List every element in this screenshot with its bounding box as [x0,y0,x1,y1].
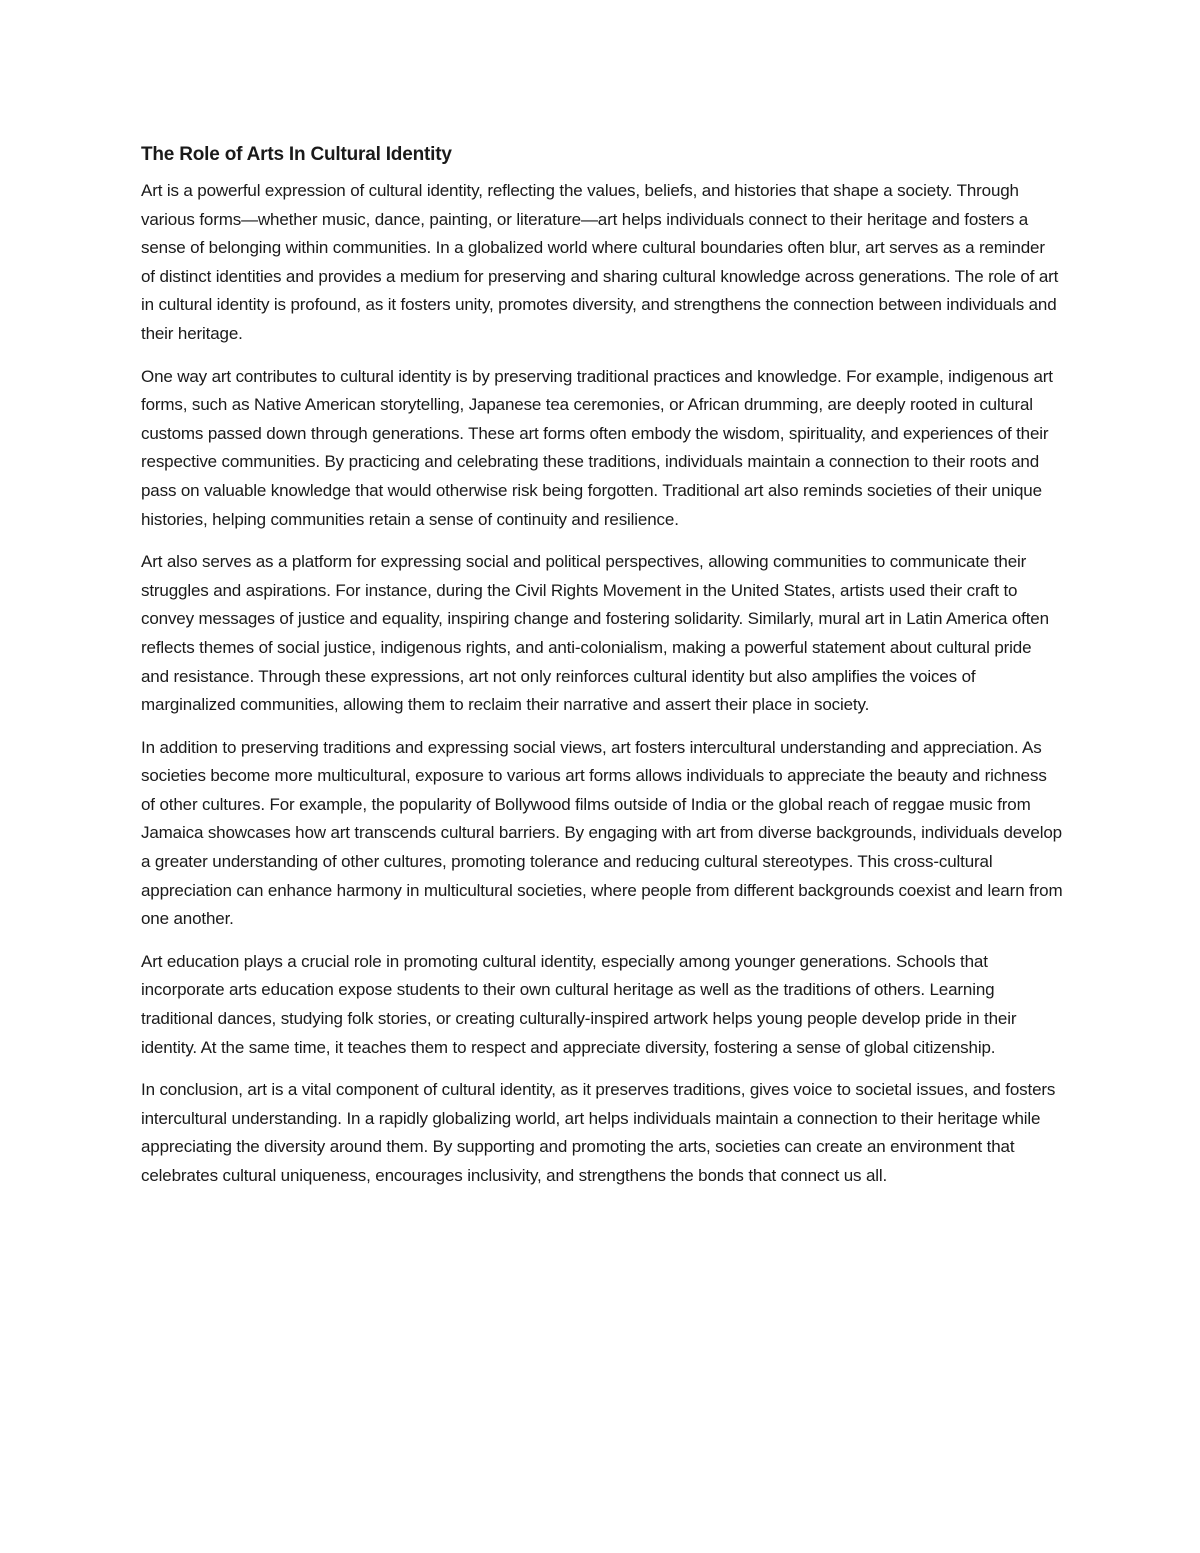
paragraph-intro: Art is a powerful expression of cultural identity, reflecting the values, beliefs, and histories that shape a society. Through various forms—whether music, dance, painting, or literature—art helps individuals connect to their heritage and fosters a sense of belonging within communities. In a globalized world where cultural boundaries often blur, art serves as a reminder of distinct identities and provides a medium for preserving and sharing cultural knowledge across generations. The role of art in cultural identity is profound, as it fosters unity, promotes diversity, and strengthens the connection between individuals and their heritage. [141,181,1059,343]
paragraph-intercultural: In addition to preserving traditions and expressing social views, art fosters intercultural understanding and appreciation. As societies become more multicultural, exposure to various art forms allows individuals to appreciate the beauty and richness of other cultures. For example, the popularity of Bollywood films outside of India or the global reach of reggae music from Jamaica showcases how art transcends cultural barriers. By engaging with art from diverse backgrounds, individuals develop a greater understanding of other cultures, promoting tolerance and reducing cultural stereotypes. This cross-cultural appreciation can enhance harmony in multicultural societies, where people from different backgrounds coexist and learn from one another. [141,737,1063,929]
document-body [141,141,1063,1205]
paragraph-traditions: One way art contributes to cultural identity is by preserving traditional practices and knowledge. For example, indigenous art forms, such as Native American storytelling, Japanese tea ceremonies, or African drumming, are deeply rooted in cultural customs passed down through generations. These art forms often embody the wisdom, spirituality, and experiences of their respective communities. By practicing and celebrating these traditions, individuals maintain a connection to their roots and pass on valuable knowledge that would otherwise risk being forgotten. Traditional art also reminds societies of their unique histories, helping communities retain a sense of continuity and resilience. [141,366,1053,529]
paragraph-education: Art education plays a crucial role in promoting cultural identity, especially among younger generations. Schools that incorporate arts education expose students to their own cultural heritage as well as the traditions of others. Learning traditional dances, studying folk stories, or creating culturally-inspired artwork helps young people develop pride in their identity. At the same time, it teaches them to respect and appreciate diversity, fostering a sense of global citizenship. [141,951,1017,1057]
document-title: The Role of Arts In Cultural Identity [141,144,452,165]
paragraph-social-political: Art also serves as a platform for expressing social and political perspectives, allowing communities to communicate their struggles and aspirations. For instance, during the Civil Rights Movement in the United States, artists used their craft to convey messages of justice and equality, inspiring change and fostering solidarity. Similarly, mural art in Latin America often reflects themes of social justice, indigenous rights, and anti-colonialism, making a powerful statement about cultural pride and resistance. Through these expressions, art not only reinforces cultural identity but also amplifies the voices of marginalized communities, allowing them to reclaim their narrative and assert their place in society. [141,552,1049,715]
paragraph-conclusion: In conclusion, art is a vital component of cultural identity, as it preserves traditions, gives voice to societal issues, and fosters intercultural understanding. In a rapidly globalizing world, art helps individuals maintain a connection to their heritage while appreciating the diversity around them. By supporting and promoting the arts, societies can create an environment that celebrates cultural uniqueness, encourages inclusivity, and strengthens the bonds that connect us all. [141,1080,1056,1185]
